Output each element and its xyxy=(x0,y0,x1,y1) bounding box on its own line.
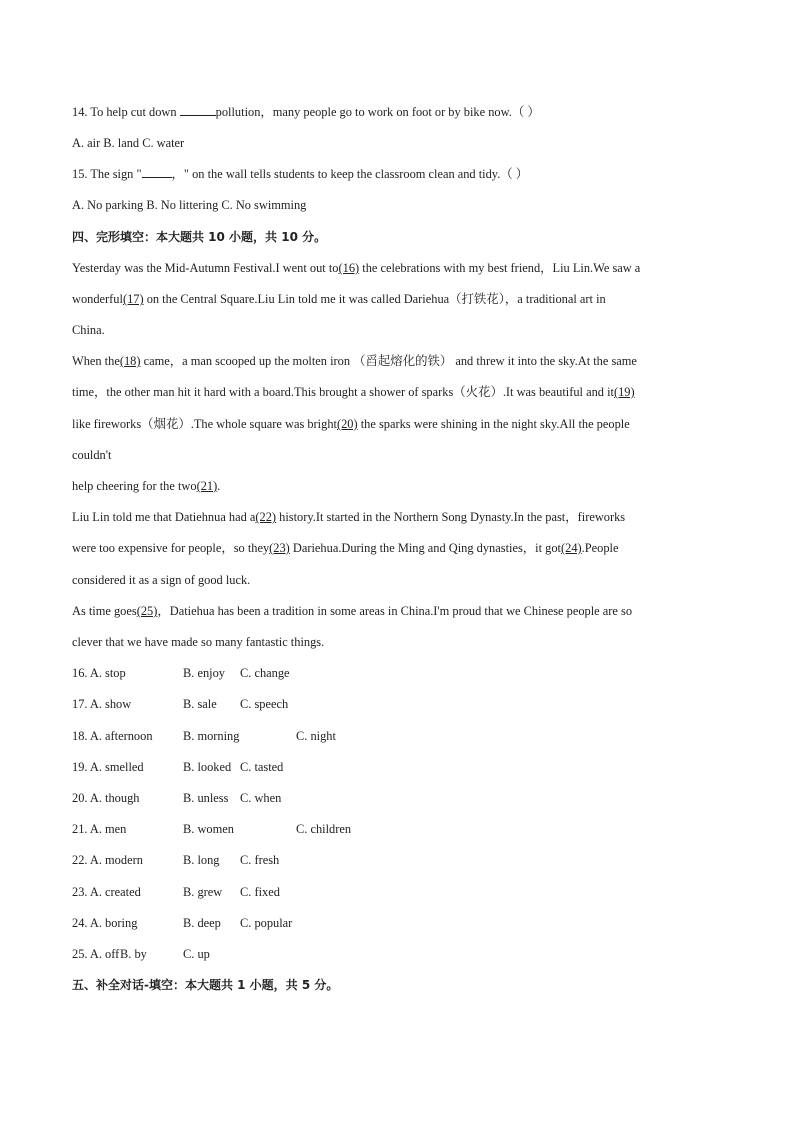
question-15-text-start: 15. The sign " xyxy=(72,167,142,181)
passage-text: . xyxy=(217,479,221,493)
choice-c: C. when xyxy=(240,791,282,805)
passage-line xyxy=(72,540,618,556)
choice-b: B. sale xyxy=(183,697,217,711)
choice-c: C. popular xyxy=(240,916,293,930)
question-14-text-end: pollution，many people go to work on foot or by bike now.（ ） xyxy=(215,105,540,119)
passage-line xyxy=(72,509,625,525)
passage-text: like fireworks（烟花）.The whole square was bright xyxy=(72,417,337,431)
answer-blank xyxy=(142,166,172,178)
choice-c: C. tasted xyxy=(240,760,284,774)
passage-text: Liu Lin told me that Datiehnua had a xyxy=(72,510,256,524)
choice-a: 17. A. show xyxy=(72,697,132,711)
question-14 xyxy=(72,104,540,120)
choice-b: B. women xyxy=(183,822,234,836)
section-4-header: 四、完形填空：本大题共 10 小题，共 10 分。 xyxy=(72,230,327,244)
choice-b: B. deep xyxy=(183,916,221,930)
choice-row xyxy=(72,946,392,962)
choice-c: C. change xyxy=(240,666,290,680)
passage-text: help cheering for the two xyxy=(72,479,197,493)
passage-text: time，the other man hit it hard with a board.This brought a shower of sparks（火花）.It was beautiful and it xyxy=(72,385,614,399)
choice-row xyxy=(72,852,392,868)
passage-line xyxy=(72,384,635,400)
choice-b: B. morning xyxy=(183,729,240,743)
blank-number: (17) xyxy=(122,292,144,306)
choice-a: 19. A. smelled xyxy=(72,760,144,774)
passage-line xyxy=(72,291,606,307)
choice-b: B. looked xyxy=(183,760,232,774)
choice-a: 21. A. men xyxy=(72,822,127,836)
section-5-header: 五、补全对话-填空：本大题共 1 小题，共 5 分。 xyxy=(72,978,339,992)
question-15-text-end: ，" on the wall tells students to keep the classroom clean and tidy.（ ） xyxy=(171,167,529,181)
passage-line: couldn't xyxy=(72,448,112,462)
choice-b: B. unless xyxy=(183,791,229,805)
passage-line xyxy=(72,260,640,276)
passage-text: were too expensive for people，so they xyxy=(72,541,270,555)
passage-text: on the Central Square.Liu Lin told me it was called Dariehua（打铁花），a traditional art in xyxy=(143,292,606,306)
passage-line: China. xyxy=(72,323,105,337)
blank-number: (22) xyxy=(255,510,277,524)
blank-number: (23) xyxy=(269,541,290,555)
passage-line xyxy=(72,478,220,494)
blank-number: (21) xyxy=(196,479,218,493)
choice-row xyxy=(72,790,392,806)
passage-line xyxy=(72,603,632,619)
passage-text: .People xyxy=(581,541,619,555)
choice-row xyxy=(72,728,392,744)
passage-line xyxy=(72,353,637,369)
question-15-options: A. No parking B. No littering C. No swimming xyxy=(72,198,307,212)
passage-text: Dariehua.During the Ming and Qing dynasties，it got xyxy=(289,541,561,555)
choice-row xyxy=(72,884,392,900)
question-14-text-start: 14. To help cut down xyxy=(72,105,180,119)
passage-text: the sparks were shining in the night sky.All the people xyxy=(357,417,630,431)
choice-b: B. enjoy xyxy=(183,666,225,680)
blank-number: (16) xyxy=(338,261,360,275)
choice-a: 22. A. modern xyxy=(72,853,143,867)
choice-a: 18. A. afternoon xyxy=(72,729,153,743)
choice-row xyxy=(72,759,392,775)
passage-line: clever that we have made so many fantastic things. xyxy=(72,635,325,649)
passage-text: wonderful xyxy=(72,292,123,306)
choice-row xyxy=(72,696,392,712)
choice-b: B. by xyxy=(120,947,147,961)
blank-number: (20) xyxy=(336,417,358,431)
question-15 xyxy=(72,166,528,182)
passage-text: As time goes xyxy=(72,604,137,618)
choice-a: 24. A. boring xyxy=(72,916,138,930)
choice-row xyxy=(72,665,392,681)
passage-text: history.It started in the Northern Song Dynasty.In the past，fireworks xyxy=(276,510,626,524)
choice-a: 25. A. off xyxy=(72,947,120,961)
choice-a: 16. A. stop xyxy=(72,666,126,680)
passage-text: the celebrations with my best friend，Liu Lin.We saw a xyxy=(359,261,641,275)
choice-a: 20. A. though xyxy=(72,791,140,805)
choice-c: C. fresh xyxy=(240,853,280,867)
choice-b: B. long xyxy=(183,853,220,867)
passage-text: ，Datiehua has been a tradition in some areas in China.I'm proud that we Chinese people are so xyxy=(157,604,633,618)
answer-blank xyxy=(180,104,216,116)
blank-number: (19) xyxy=(613,385,635,399)
choice-a: 23. A. created xyxy=(72,885,141,899)
passage-line xyxy=(72,416,630,432)
blank-number: (18) xyxy=(119,354,141,368)
passage-line: considered it as a sign of good luck. xyxy=(72,573,251,587)
question-14-options: A. air B. land C. water xyxy=(72,136,185,150)
choice-c: C. fixed xyxy=(240,885,280,899)
passage-text: Yesterday was the Mid-Autumn Festival.I went out to xyxy=(72,261,339,275)
passage-text: came，a man scooped up the molten iron （舀起熔化的铁） and threw it into the sky.At the same xyxy=(140,354,637,368)
blank-number: (25) xyxy=(136,604,158,618)
choice-row xyxy=(72,915,392,931)
blank-number: (24) xyxy=(561,541,582,555)
choice-c: C. up xyxy=(183,947,210,961)
choice-c: C. children xyxy=(296,822,352,836)
passage-text: When the xyxy=(72,354,120,368)
choice-b: B. grew xyxy=(183,885,223,899)
choice-c: C. night xyxy=(296,729,336,743)
choice-c: C. speech xyxy=(240,697,289,711)
choice-row xyxy=(72,821,392,837)
